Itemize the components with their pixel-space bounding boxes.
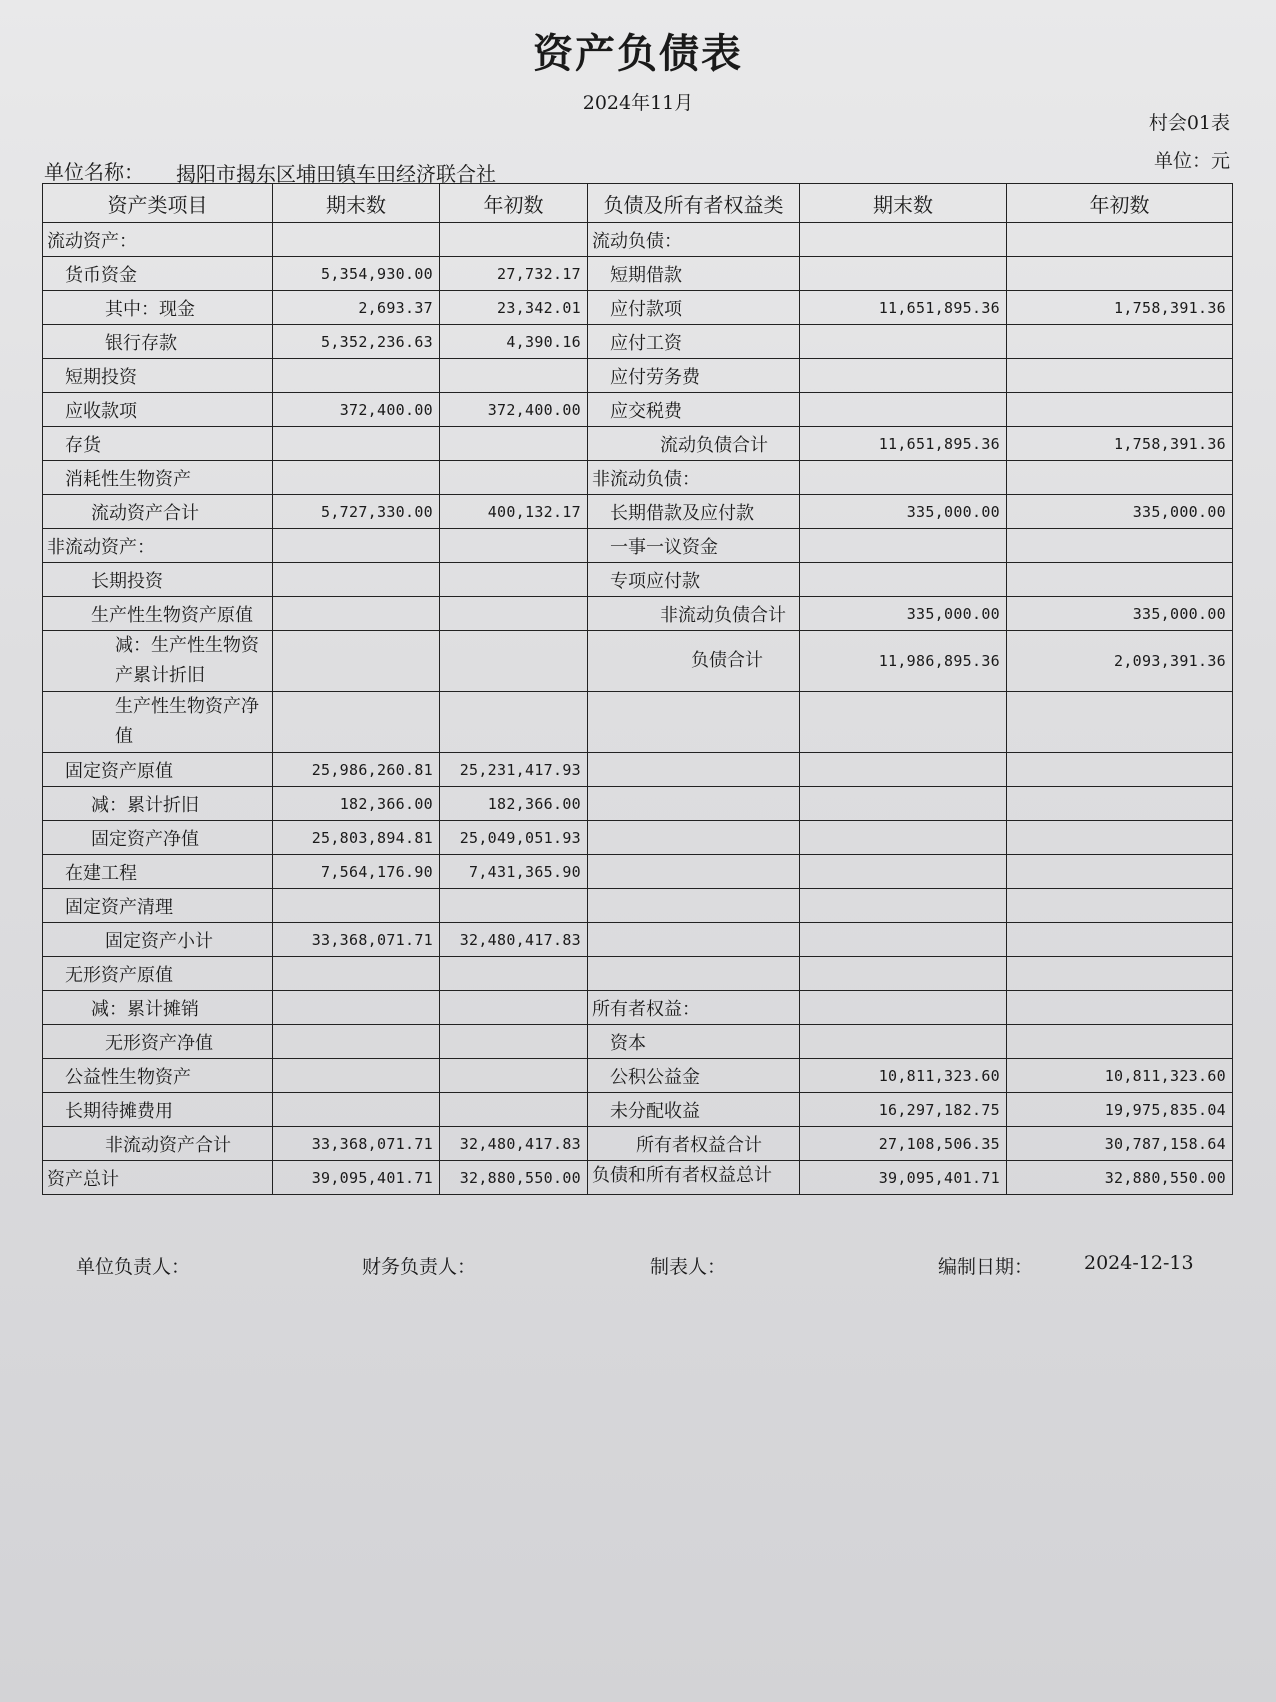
liability-item: 非流动负债合计 (588, 597, 800, 631)
liability-item: 应付工资 (588, 325, 800, 359)
asset-item: 消耗性生物资产 (43, 461, 273, 495)
table-row (43, 393, 1233, 427)
table-row (43, 359, 1233, 393)
asset-end-value: 39,095,401.71 (273, 1161, 440, 1195)
asset-begin-value (440, 631, 588, 692)
table-row (43, 1093, 1233, 1127)
liability-begin-value (1007, 223, 1233, 257)
liability-item: 应付劳务费 (588, 359, 800, 393)
asset-item: 固定资产净值 (43, 821, 273, 855)
asset-item: 长期投资 (43, 563, 273, 597)
liability-end-value (800, 923, 1007, 957)
footer-date: 2024-12-13 (1084, 1252, 1194, 1274)
footer-date-label: 编制日期： (938, 1256, 1034, 1278)
asset-begin-value: 7,431,365.90 (440, 855, 588, 889)
table-row (43, 1025, 1233, 1059)
liability-begin-value (1007, 393, 1233, 427)
liability-begin-value: 30,787,158.64 (1007, 1127, 1233, 1161)
asset-end-value (273, 427, 440, 461)
asset-item: 生产性生物资产原值 (43, 597, 273, 631)
asset-end-value (273, 529, 440, 563)
liability-begin-value (1007, 563, 1233, 597)
liability-end-value (800, 223, 1007, 257)
liability-item (588, 821, 800, 855)
asset-end-value (273, 631, 440, 692)
liability-end-value (800, 821, 1007, 855)
table-row (43, 597, 1233, 631)
liability-end-value: 39,095,401.71 (800, 1161, 1007, 1195)
liability-end-value: 10,811,323.60 (800, 1059, 1007, 1093)
liability-begin-value (1007, 787, 1233, 821)
asset-end-value: 5,352,236.63 (273, 325, 440, 359)
liability-end-value (800, 461, 1007, 495)
liability-item: 长期借款及应付款 (588, 495, 800, 529)
asset-begin-value (440, 1059, 588, 1093)
liability-item (588, 753, 800, 787)
asset-item: 无形资产原值 (43, 957, 273, 991)
liability-item (588, 923, 800, 957)
asset-end-value (273, 461, 440, 495)
col-header-asset-begin: 年初数 (440, 184, 588, 223)
liability-begin-value: 335,000.00 (1007, 495, 1233, 529)
liability-end-value (800, 1025, 1007, 1059)
liability-end-value: 27,108,506.35 (800, 1127, 1007, 1161)
asset-end-value: 33,368,071.71 (273, 923, 440, 957)
table-row (43, 1127, 1233, 1161)
asset-begin-value: 27,732.17 (440, 257, 588, 291)
liability-end-value (800, 393, 1007, 427)
asset-end-value (273, 223, 440, 257)
asset-item: 非流动资产合计 (43, 1127, 273, 1161)
asset-begin-value: 4,390.16 (440, 325, 588, 359)
liability-item: 流动负债： (588, 223, 800, 257)
liability-begin-value: 10,811,323.60 (1007, 1059, 1233, 1093)
asset-begin-value (440, 461, 588, 495)
liability-begin-value (1007, 257, 1233, 291)
liability-begin-value (1007, 461, 1233, 495)
liability-item: 一事一议资金 (588, 529, 800, 563)
table-row (43, 495, 1233, 529)
liability-end-value (800, 787, 1007, 821)
table-row (43, 291, 1233, 325)
table-row (43, 631, 1233, 692)
asset-begin-value (440, 991, 588, 1025)
liability-begin-value (1007, 957, 1233, 991)
asset-begin-value (440, 563, 588, 597)
liability-item: 应付款项 (588, 291, 800, 325)
liability-end-value (800, 325, 1007, 359)
liability-begin-value (1007, 855, 1233, 889)
page-title: 资产负债表 (533, 30, 743, 77)
asset-end-value (273, 991, 440, 1025)
liability-item: 未分配收益 (588, 1093, 800, 1127)
liability-begin-value (1007, 991, 1233, 1025)
asset-item: 货币资金 (43, 257, 273, 291)
asset-begin-value: 25,231,417.93 (440, 753, 588, 787)
asset-item: 其中：现金 (43, 291, 273, 325)
liability-item (588, 957, 800, 991)
table-row (43, 991, 1233, 1025)
table-row (43, 223, 1233, 257)
liability-begin-value: 1,758,391.36 (1007, 427, 1233, 461)
asset-end-value (273, 597, 440, 631)
liability-end-value (800, 563, 1007, 597)
liability-begin-value: 1,758,391.36 (1007, 291, 1233, 325)
asset-end-value (273, 957, 440, 991)
footer-unit-head: 单位负责人： (76, 1256, 191, 1278)
footer-finance-head: 财务负责人： (362, 1256, 477, 1278)
table-row (43, 855, 1233, 889)
liability-end-value (800, 753, 1007, 787)
liability-end-value (800, 692, 1007, 753)
asset-end-value (273, 1093, 440, 1127)
asset-item: 固定资产小计 (43, 923, 273, 957)
liability-begin-value (1007, 529, 1233, 563)
table-row (43, 325, 1233, 359)
asset-item: 减：累计折旧 (43, 787, 273, 821)
asset-end-value: 7,564,176.90 (273, 855, 440, 889)
asset-item: 固定资产清理 (43, 889, 273, 923)
liability-end-value: 11,651,895.36 (800, 291, 1007, 325)
asset-begin-value (440, 359, 588, 393)
asset-begin-value: 23,342.01 (440, 291, 588, 325)
liability-begin-value (1007, 753, 1233, 787)
asset-end-value: 33,368,071.71 (273, 1127, 440, 1161)
liability-begin-value: 335,000.00 (1007, 597, 1233, 631)
report-period: 2024年11月 (582, 92, 694, 114)
table-row (43, 787, 1233, 821)
asset-begin-value: 400,132.17 (440, 495, 588, 529)
liability-item: 所有者权益： (588, 991, 800, 1025)
liability-begin-value (1007, 692, 1233, 753)
liability-end-value: 16,297,182.75 (800, 1093, 1007, 1127)
asset-begin-value: 182,366.00 (440, 787, 588, 821)
footer-preparer: 制表人： (650, 1256, 727, 1278)
asset-end-value: 25,803,894.81 (273, 821, 440, 855)
liability-item: 短期借款 (588, 257, 800, 291)
liability-begin-value (1007, 821, 1233, 855)
asset-end-value (273, 1025, 440, 1059)
liability-begin-value (1007, 359, 1233, 393)
liability-item: 专项应付款 (588, 563, 800, 597)
asset-begin-value (440, 1093, 588, 1127)
asset-item: 长期待摊费用 (43, 1093, 273, 1127)
asset-item: 无形资产净值 (43, 1025, 273, 1059)
liability-end-value: 335,000.00 (800, 495, 1007, 529)
form-number: 村会01表 (1148, 112, 1230, 134)
liability-item (588, 855, 800, 889)
asset-begin-value (440, 1025, 588, 1059)
asset-end-value: 5,727,330.00 (273, 495, 440, 529)
liability-item: 非流动负债： (588, 461, 800, 495)
asset-item: 银行存款 (43, 325, 273, 359)
table-row (43, 753, 1233, 787)
table-row (43, 692, 1233, 753)
liability-end-value (800, 257, 1007, 291)
table-row (43, 461, 1233, 495)
col-header-liability-begin: 年初数 (1007, 184, 1233, 223)
asset-end-value (273, 692, 440, 753)
asset-end-value: 182,366.00 (273, 787, 440, 821)
liability-item: 负债合计 (588, 631, 800, 692)
col-header-asset-end: 期末数 (273, 184, 440, 223)
asset-item: 减：累计摊销 (43, 991, 273, 1025)
liability-begin-value: 2,093,391.36 (1007, 631, 1233, 692)
liability-item: 应交税费 (588, 393, 800, 427)
asset-item: 存货 (43, 427, 273, 461)
asset-end-value (273, 359, 440, 393)
asset-item: 公益性生物资产 (43, 1059, 273, 1093)
asset-end-value (273, 889, 440, 923)
table-row (43, 957, 1233, 991)
liability-end-value (800, 991, 1007, 1025)
asset-begin-value (440, 427, 588, 461)
table-row (43, 1059, 1233, 1093)
asset-begin-value: 25,049,051.93 (440, 821, 588, 855)
liability-end-value (800, 359, 1007, 393)
liability-item: 负债和所有者权益总计 (588, 1161, 800, 1195)
org-label: 单位名称： (44, 160, 144, 184)
table-row (43, 257, 1233, 291)
asset-item: 短期投资 (43, 359, 273, 393)
asset-item: 非流动资产： (43, 529, 273, 563)
liability-end-value (800, 957, 1007, 991)
col-header-asset-item: 资产类项目 (43, 184, 273, 223)
asset-begin-value: 32,480,417.83 (440, 923, 588, 957)
asset-item: 应收款项 (43, 393, 273, 427)
liability-end-value: 11,651,895.36 (800, 427, 1007, 461)
asset-begin-value (440, 889, 588, 923)
asset-item: 减：生产性生物资产累计折旧 (43, 631, 273, 692)
liability-item (588, 787, 800, 821)
asset-begin-value (440, 692, 588, 753)
liability-item (588, 692, 800, 753)
liability-begin-value (1007, 889, 1233, 923)
asset-end-value (273, 563, 440, 597)
asset-item: 固定资产原值 (43, 753, 273, 787)
col-header-liability-end: 期末数 (800, 184, 1007, 223)
liability-item (588, 889, 800, 923)
liability-end-value: 335,000.00 (800, 597, 1007, 631)
asset-end-value: 5,354,930.00 (273, 257, 440, 291)
liability-item: 公积公益金 (588, 1059, 800, 1093)
liability-item: 流动负债合计 (588, 427, 800, 461)
asset-item: 在建工程 (43, 855, 273, 889)
table-header-row (43, 184, 1233, 223)
liability-end-value: 11,986,895.36 (800, 631, 1007, 692)
asset-item: 流动资产合计 (43, 495, 273, 529)
liability-item: 资本 (588, 1025, 800, 1059)
table-row (43, 821, 1233, 855)
asset-end-value: 2,693.37 (273, 291, 440, 325)
liability-begin-value (1007, 923, 1233, 957)
asset-begin-value (440, 529, 588, 563)
asset-begin-value (440, 957, 588, 991)
table-row (43, 923, 1233, 957)
table-row (43, 1161, 1233, 1195)
liability-end-value (800, 889, 1007, 923)
liability-end-value (800, 529, 1007, 563)
table-row (43, 427, 1233, 461)
asset-begin-value: 32,880,550.00 (440, 1161, 588, 1195)
liability-begin-value (1007, 1025, 1233, 1059)
asset-begin-value: 372,400.00 (440, 393, 588, 427)
asset-item: 流动资产： (43, 223, 273, 257)
table-row (43, 889, 1233, 923)
table-row (43, 563, 1233, 597)
liability-begin-value: 32,880,550.00 (1007, 1161, 1233, 1195)
liability-begin-value (1007, 325, 1233, 359)
liability-end-value (800, 855, 1007, 889)
asset-item: 资产总计 (43, 1161, 273, 1195)
liability-begin-value: 19,975,835.04 (1007, 1093, 1233, 1127)
org-name: 揭阳市揭东区埔田镇车田经济联合社 (176, 162, 496, 186)
currency-unit: 单位：元 (1153, 150, 1230, 172)
liability-item: 所有者权益合计 (588, 1127, 800, 1161)
asset-begin-value (440, 223, 588, 257)
col-header-liability-item: 负债及所有者权益类 (588, 184, 800, 223)
table-row (43, 529, 1233, 563)
asset-end-value: 372,400.00 (273, 393, 440, 427)
balance-sheet-table (42, 183, 1233, 1195)
asset-end-value: 25,986,260.81 (273, 753, 440, 787)
asset-begin-value (440, 597, 588, 631)
asset-item: 生产性生物资产净值 (43, 692, 273, 753)
asset-end-value (273, 1059, 440, 1093)
asset-begin-value: 32,480,417.83 (440, 1127, 588, 1161)
